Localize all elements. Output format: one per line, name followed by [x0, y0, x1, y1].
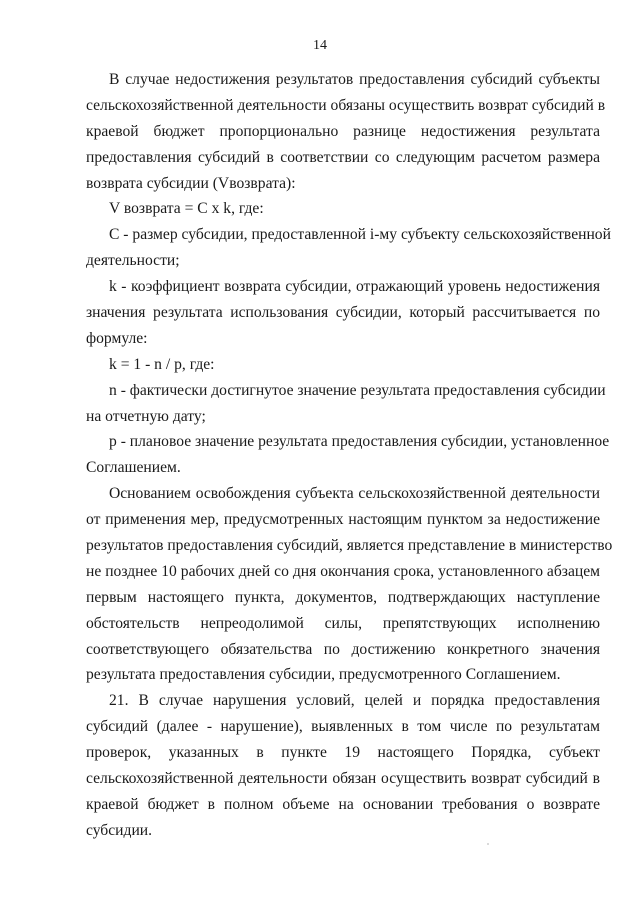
text-line: V возврата = C x k, где: [109, 200, 264, 218]
text-line: формуле: [86, 329, 148, 347]
text-line: В случае недостижения результатов предоставления субсидий субъекты [109, 71, 600, 88]
text-line: субсидий (далее - нарушение), выявленных в том числе по результатам [86, 718, 600, 736]
text-line: значения результата использования субсидии, который рассчитывается по [86, 304, 600, 322]
text-line: проверок, указанных в пункте 19 настоящего Порядка, субъект [86, 744, 600, 762]
text-line: p - плановое значение результата предоставления субсидии, установленное [109, 433, 610, 451]
text-line: предоставления субсидий в соответствии со следующим расчетом размера [86, 148, 600, 166]
text-line: сельскохозяйственной деятельности обязан осуществить возврат субсидий в [86, 770, 600, 788]
text-line: сельскохозяйственной деятельности обязаны осуществить возврат субсидий в [86, 96, 606, 114]
text-line: от применения мер, предусмотренных настоящим пунктом за недостижение [86, 511, 600, 529]
text-line: обстоятельств непреодолимой силы, препятствующих исполнению [86, 614, 600, 632]
text-line: на отчетную дату; [86, 407, 206, 425]
text-line: субсидии. [86, 821, 153, 839]
scan-speck [487, 843, 489, 845]
document-body [86, 67, 613, 844]
text-line: краевой бюджет пропорционально разнице недостижения результата [86, 122, 600, 140]
text-line: результатов предоставления субсидий, является представление в министерство [86, 537, 613, 555]
text-line: деятельности; [86, 252, 180, 270]
text-line: первым настоящего пункта, документов, подтверждающих наступление [86, 588, 600, 606]
text-line: n - фактически достигнутое значение результата предоставления субсидии [109, 381, 606, 399]
text-line: краевой бюджет в полном объеме на основании требования о возврате [86, 795, 600, 813]
text-line: k - коэффициент возврата субсидии, отражающий уровень недостижения [109, 278, 600, 296]
text-line: C - размер субсидии, предоставленной i-му субъекту сельскохозяйственной [109, 226, 611, 244]
text-line: результата предоставления субсидии, предусмотренного Соглашением. [86, 666, 561, 684]
text-line: k = 1 - n / p, где: [109, 355, 215, 373]
text-line: не позднее 10 рабочих дней со дня окончания срока, установленного абзацем [86, 562, 600, 580]
text-line: Основанием освобождения субъекта сельскохозяйственной деятельности [109, 485, 600, 503]
text-line: соответствующего обязательства по достижению конкретного значения [86, 640, 600, 658]
page-number: 14 [313, 38, 327, 53]
text-line: Соглашением. [86, 459, 181, 477]
text-line: возврата субсидии (Vвозврата): [86, 174, 296, 192]
text-line: 21. В случае нарушения условий, целей и порядка предоставления [109, 692, 600, 710]
